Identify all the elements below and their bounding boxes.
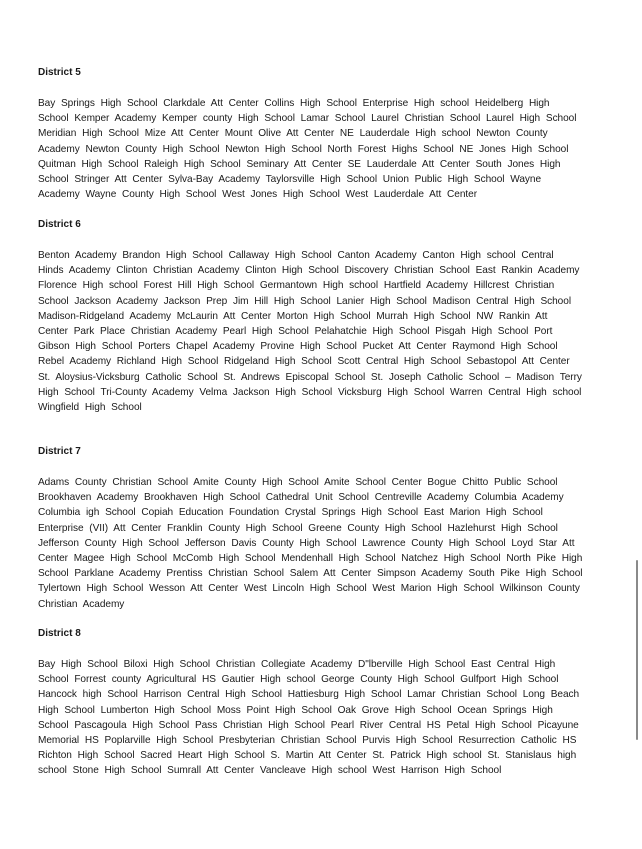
school-list: Benton Academy Brandon High School Callaway High School Canton Academy Canton High school Central Hinds Academy Clinton Christian Academy Clinton High School Discovery Christian School East Rankin Academy Florence High school Forest Hill High School Germantown High school Hartfield Academy Hillcrest Christian School Jackson Academy Jackson Prep Jim Hill High School Lanier High School Madison Central High School Madison-Ridgeland Academy McLaurin Att Center Morton High School Murrah High School NW Rankin Att Center Park Place Christian Academy Pearl High School Pelahatchie High School Pisgah High School Port Gibson High School Porters Chapel Academy Provine High School Pucket Att Center Raymond High School Rebel Academy Richland High School Ridgeland High School Scott Central High School Sebastopol Att Center St. Aloysius-Vicksburg Catholic School St. Andrews Episcopal School St. Joseph Catholic School – Madison Terry High School Tri-County Academy Velma Jackson High School Vicksburg High School Warren Central High school Wingfield High School <box>38 250 582 414</box>
school-list: Bay High School Biloxi High School Christian Collegiate Academy D"lberville High School East Central High School Forrest county Agricultural HS Gautier High school George County High School Gulfport High School Hancock high School Harrison Central High School Hattiesburg High School Lamar Christian School Long Beach High School Lumberton High School Moss Point High School Oak Grove High School Ocean Springs High School Pascagoula High School Pass Christian High School Pearl River Central HS Petal High School Picayune Memorial HS Poplarville High School Presbyterian Christian School Purvis High School Resurrection Catholic HS Richton High School Sacred Heart High School S. Martin Att Center St. Patrick High school St. Stanislaus high school Stone High School Sumrall Att Center Vancleave High school West Harrison High School <box>38 659 580 777</box>
district-heading: District 5 <box>38 67 81 78</box>
district-7-section <box>38 445 583 612</box>
district-heading: District 7 <box>38 446 81 457</box>
vertical-scrollbar[interactable] <box>636 560 638 740</box>
district-heading: District 8 <box>38 628 81 639</box>
district-5-section <box>38 66 583 202</box>
district-8-section <box>38 627 583 779</box>
school-list: Adams County Christian School Amite County High School Amite School Center Bogue Chitto Public School Brookhaven Academy Brookhaven High School Cathedral Unit School Centreville Academy Columbia Academy Columbia igh School Copiah Education Foundation Crystal Springs High School East Marion High School Enterprise (VII) Att Center Franklin County High School Greene County High School Hazlehurst High School Jefferson County High School Jefferson Davis County High School Lawrence County High School Loyd Star Att Center Magee High School McComb High School Mendenhall High School Natchez High School North Pike High School Parklane Academy Prentiss Christian School Salem Att Center Simpson Academy South Pike High School Tylertown High School Wesson Att Center West Lincoln High School West Marion High School Wilkinson County Christian Academy <box>38 477 583 610</box>
district-6-section <box>38 218 583 415</box>
school-list: Bay Springs High School Clarkdale Att Center Collins High School Enterprise High school Heidelberg High School Kemper Academy Kemper county High School Lamar School Laurel Christian School Laurel High School Meridian High School Mize Att Center Mount Olive Att Center NE Lauderdale High school Newton County Academy Newton County High School Newton High School North Forest Highs School NE Jones High School Quitman High School Raleigh High School Seminary Att Center SE Lauderdale Att Center South Jones High School Stringer Att Center Sylva-Bay Academy Taylorsville High School Union Public High School Wayne Academy Wayne County High School West Jones High School West Lauderdale Att Center <box>38 98 577 201</box>
district-heading: District 6 <box>38 219 81 230</box>
